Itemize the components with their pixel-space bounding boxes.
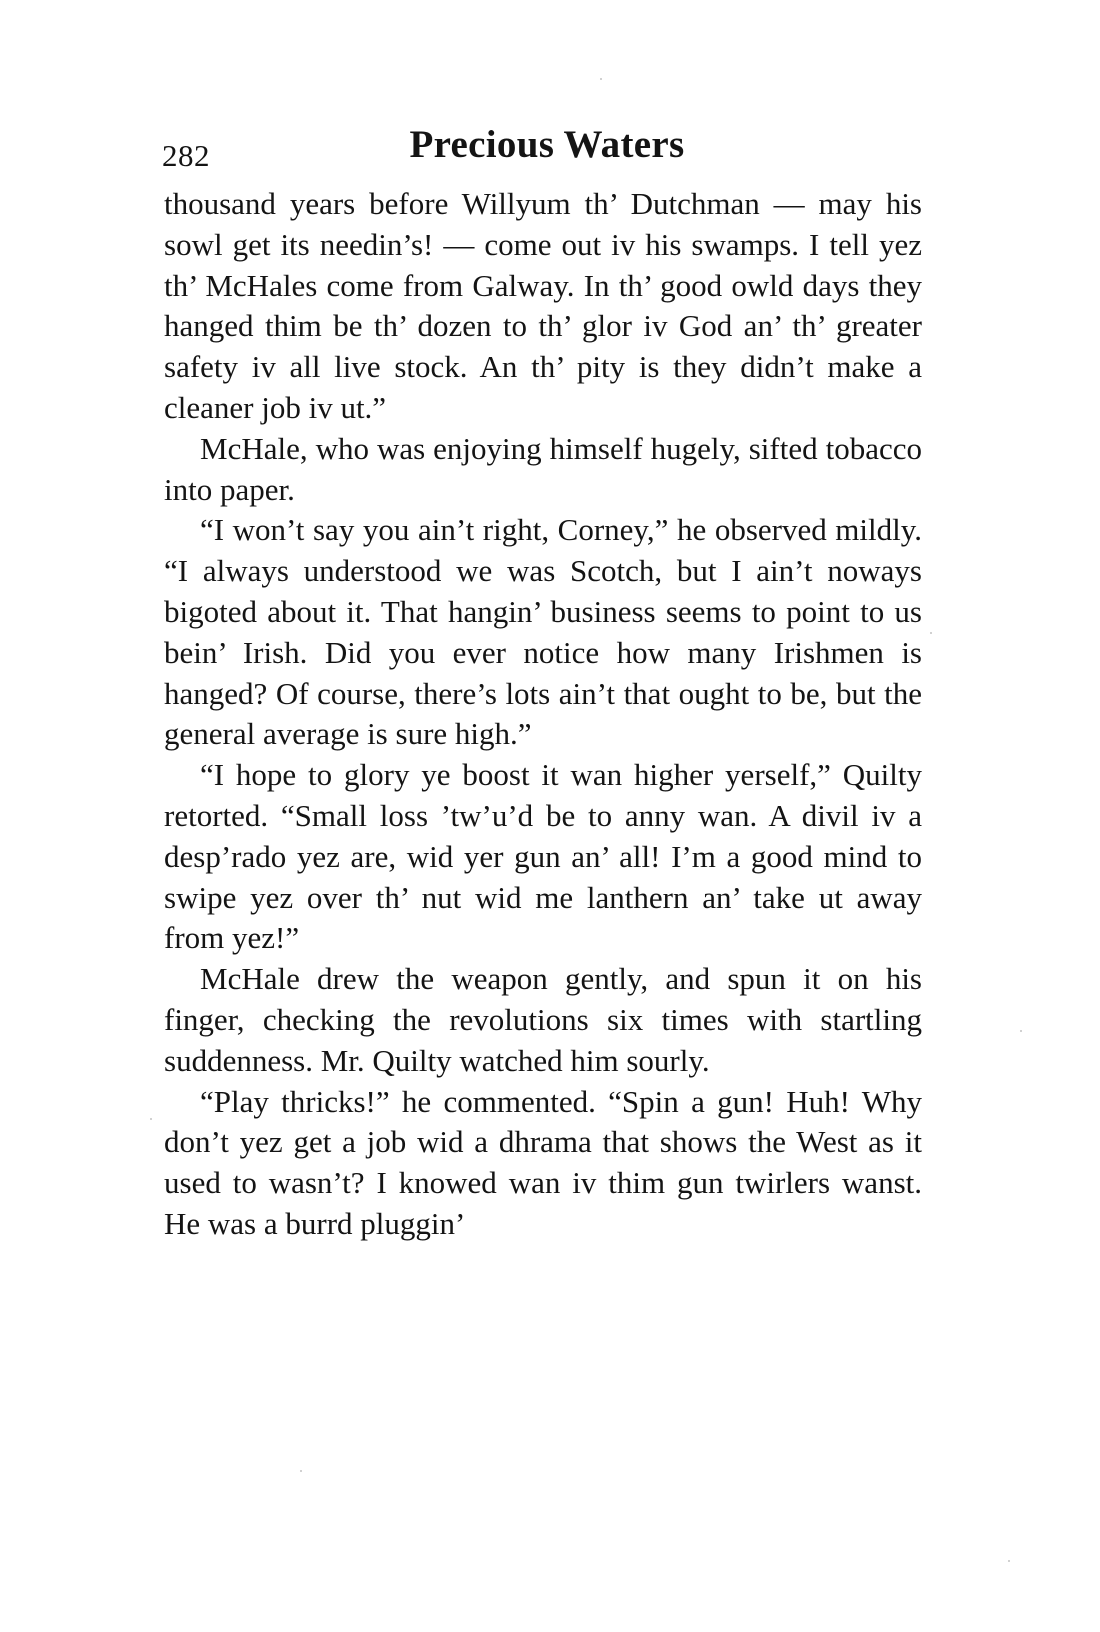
paragraph: McHale, who was enjoying himself hugely, sifted tobacco into paper.: [164, 430, 922, 507]
book-page: [164, 120, 922, 1245]
page-number: 282: [162, 138, 210, 173]
paper-speck: [1008, 1560, 1010, 1562]
paper-speck: [600, 78, 602, 80]
paragraph: “I hope to glory ye boost it wan higher yerself,” Quilty retorted. “Small loss ’tw’u’d be to anny wan. A divil iv a desp’rado yez are, wid yer gun an’ all! I’m a good mind to swipe yez over th’ nut wid me lanthern an’ take ut away from yez!”: [164, 757, 922, 956]
paragraph-continued: thousand years before Willyum th’ Dutchman — may his sowl get its needin’s! — come out iv his swamps. I tell yez th’ McHales come from Galway. In th’ good owld days they hanged thim be th’ dozen to th’ glor iv God an’ th’ greater safety iv all live stock. An th’ pity is they didn’t make a cleaner job iv ut.”: [164, 186, 922, 425]
paper-speck: [1020, 1030, 1022, 1032]
paper-speck: [930, 632, 932, 634]
running-head: [164, 120, 922, 176]
paper-speck: [150, 1118, 152, 1120]
paragraph: “Play thricks!” he commented. “Spin a gun! Huh! Why don’t yez get a job wid a dhrama that shows the West as it used to wasn’t? I knowed wan iv thim gun twirlers wanst. He was a burrd pluggin’: [164, 1083, 922, 1241]
running-title: Precious Waters: [409, 123, 685, 166]
paragraph: “I won’t say you ain’t right, Corney,” he observed mildly. “I always understood we was Scotch, but I ain’t noways bigoted about it. That hangin’ business seems to point to us bein’ Irish. Did you ever notice how many Irishmen is hanged? Of course, there’s lots ain’t that ought to be, but the general average is sure high.”: [164, 512, 922, 752]
paragraph: McHale drew the weapon gently, and spun it on his finger, checking the revolutions six times with startling suddenness. Mr. Quilty watched him sourly.: [164, 961, 922, 1078]
body-text: [164, 184, 922, 1245]
paper-speck: [300, 1470, 302, 1472]
